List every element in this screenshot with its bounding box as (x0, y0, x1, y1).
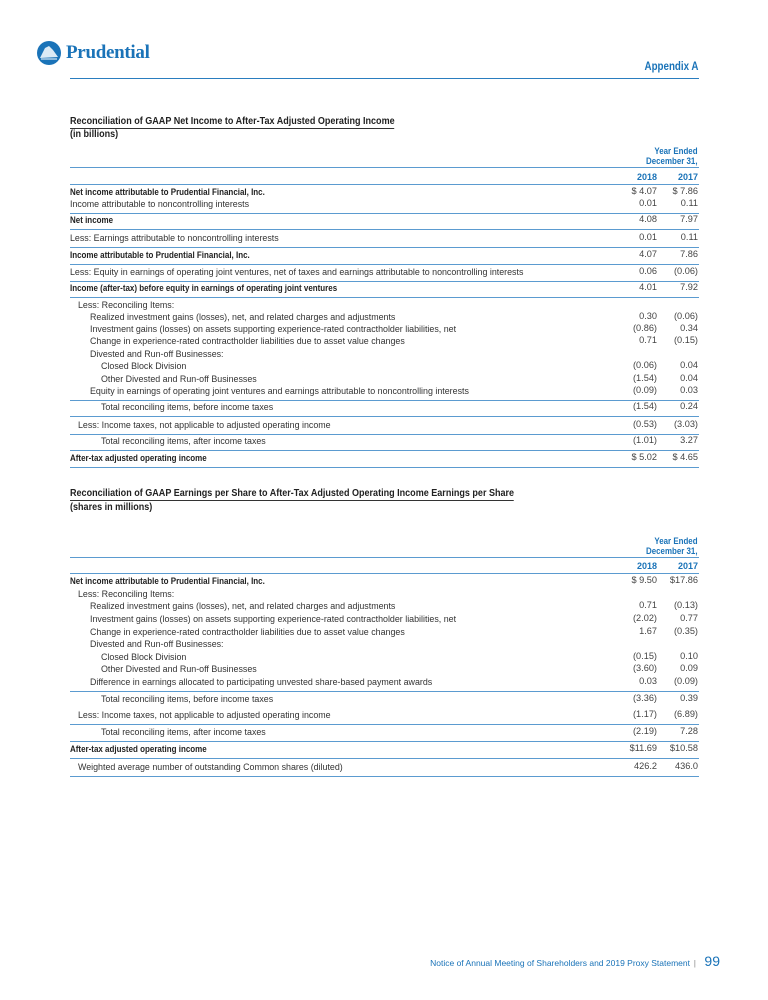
value-2017: (0.15) (673, 335, 698, 345)
december-label: December 31, (646, 156, 698, 166)
december-label: December 31, (646, 546, 698, 556)
value-2018: (0.09) (632, 385, 657, 395)
value-2018: (1.54) (632, 401, 657, 411)
row-label: Net income attributable to Prudential Financial, Inc. (70, 187, 265, 197)
row-label: Net income attributable to Prudential Financial, Inc. (70, 576, 265, 586)
footer-separator: | (693, 958, 696, 968)
value-2018: (2.19) (632, 726, 657, 736)
value-2018: 0.71 (639, 335, 657, 345)
value-2017: 7.28 (680, 726, 698, 736)
rule (70, 297, 699, 298)
rule (70, 724, 699, 725)
prudential-logo (36, 40, 150, 66)
rule (70, 557, 699, 558)
value-2017: 3.27 (680, 435, 698, 445)
table1-column-header (646, 146, 698, 166)
value-2017: $ 4.65 (672, 452, 698, 462)
rule (70, 741, 699, 742)
rule (70, 400, 699, 401)
value-2017: (0.06) (673, 311, 698, 321)
row-label: Change in experience-rated contractholder liabilities due to asset value changes (90, 627, 405, 637)
value-2018: (1.17) (632, 709, 657, 719)
value-2017: 436.0 (675, 761, 698, 771)
value-2018: 4.01 (639, 282, 657, 292)
value-2018: 0.30 (639, 311, 657, 321)
header-rule (70, 78, 699, 79)
value-2017: (0.06) (673, 266, 698, 276)
value-2017: (0.35) (673, 626, 698, 636)
row-label: Less: Earnings attributable to noncontrolling interests (70, 233, 279, 243)
value-2018: 0.71 (639, 600, 657, 610)
year-2017-header: 2017 (677, 172, 698, 182)
year-2018-header: 2018 (636, 172, 657, 182)
rule (70, 467, 699, 468)
value-2017: 0.24 (680, 401, 698, 411)
value-2018: 0.01 (639, 232, 657, 242)
rule (70, 573, 699, 574)
value-2018: $11.69 (629, 743, 657, 753)
value-2017: (0.13) (673, 600, 698, 610)
row-label: Income (after-tax) before equity in earnings of operating joint ventures (70, 283, 338, 293)
value-2018: $ 4.07 (631, 186, 657, 196)
rule (70, 229, 699, 230)
rule (70, 434, 699, 435)
value-2018: $ 9.50 (631, 575, 657, 585)
value-2018: (2.02) (632, 613, 657, 623)
row-label: Weighted average number of outstanding Common shares (diluted) (78, 762, 343, 772)
value-2018: (0.15) (632, 651, 657, 661)
row-label: Total reconciling items, after income taxes (101, 727, 266, 737)
row-label: Less: Income taxes, not applicable to adjusted operating income (78, 420, 331, 430)
value-2018: (0.86) (632, 323, 657, 333)
row-label: Realized investment gains (losses), net, and related charges and adjustments (90, 601, 396, 611)
table2-title: Reconciliation of GAAP Earnings per Share to After-Tax Adjusted Operating Income Earnings per Share (70, 487, 515, 499)
value-2017: $17.86 (669, 575, 698, 585)
value-2018: 426.2 (634, 761, 657, 771)
row-label: Income attributable to Prudential Financial, Inc. (70, 250, 250, 260)
value-2017: (0.09) (673, 676, 698, 686)
row-label: Investment gains (losses) on assets supporting experience-rated contractholder liabilities, net (90, 614, 457, 624)
value-2017: (3.03) (673, 419, 698, 429)
table2-column-header (646, 536, 698, 556)
rule (70, 450, 699, 451)
value-2018: (0.53) (632, 419, 657, 429)
table1-subtitle: (in billions) (70, 128, 119, 140)
row-label: Other Divested and Run-off Businesses (101, 374, 257, 384)
value-2018: 0.01 (639, 198, 657, 208)
rule (70, 416, 699, 417)
value-2017: 0.04 (680, 360, 698, 370)
value-2017: 0.09 (680, 663, 698, 673)
section-label: Appendix A (644, 61, 698, 73)
value-2017: 0.04 (680, 373, 698, 383)
brand-name: Prudential (66, 42, 150, 63)
value-2017: 0.39 (680, 693, 698, 703)
rule (70, 281, 699, 282)
rule (70, 758, 699, 759)
value-2017: 7.92 (680, 282, 698, 292)
rule (70, 167, 699, 168)
rule (70, 247, 699, 248)
row-label: After-tax adjusted operating income (70, 744, 207, 754)
rule (70, 776, 699, 777)
row-label: Less: Income taxes, not applicable to adjusted operating income (78, 710, 331, 720)
row-label: Total reconciling items, before income taxes (101, 694, 274, 704)
rule (70, 184, 699, 185)
table1-title: Reconciliation of GAAP Net Income to After-Tax Adjusted Operating Income (70, 115, 395, 127)
rule (70, 691, 699, 692)
row-label: Equity in earnings of operating joint ventures and earnings attributable to noncontrolling interests (90, 386, 469, 396)
value-2017: 0.11 (680, 198, 698, 208)
value-2018: (1.54) (632, 373, 657, 383)
value-2017: (6.89) (673, 709, 698, 719)
page-number: 99 (704, 953, 720, 969)
year-2018-header: 2018 (636, 561, 657, 571)
row-label: Investment gains (losses) on assets supporting experience-rated contractholder liabilities, net (90, 324, 457, 334)
row-label: Less: Reconciling Items: (78, 300, 175, 310)
row-label: Total reconciling items, after income taxes (101, 436, 266, 446)
rule (70, 213, 699, 214)
row-label: Change in experience-rated contractholder liabilities due to asset value changes (90, 336, 405, 346)
row-label: Divested and Run-off Businesses: (90, 639, 224, 649)
table2-subtitle: (shares in millions) (70, 501, 153, 513)
row-label: Closed Block Division (101, 652, 187, 662)
row-label: Total reconciling items, before income taxes (101, 402, 274, 412)
row-label: Other Divested and Run-off Businesses (101, 664, 257, 674)
value-2018: $ 5.02 (631, 452, 657, 462)
value-2018: (1.01) (632, 435, 657, 445)
row-label: Net income (70, 215, 114, 225)
row-label: Realized investment gains (losses), net, and related charges and adjustments (90, 312, 396, 322)
value-2017: 0.77 (680, 613, 698, 623)
value-2018: (3.60) (632, 663, 657, 673)
year-ended-label: Year Ended (654, 536, 698, 546)
value-2017: $10.58 (669, 743, 698, 753)
value-2018: (0.06) (632, 360, 657, 370)
year-ended-label: Year Ended (654, 146, 698, 156)
value-2018: 0.06 (639, 266, 657, 276)
value-2017: 0.10 (680, 651, 698, 661)
rock-of-gibraltar-icon (36, 40, 62, 66)
value-2018: 0.03 (639, 676, 657, 686)
footer-text: Notice of Annual Meeting of Shareholders and 2019 Proxy Statement (430, 958, 690, 968)
value-2018: 4.08 (639, 214, 657, 224)
value-2018: 1.67 (639, 626, 657, 636)
value-2017: 0.11 (680, 232, 698, 242)
value-2017: 0.03 (680, 385, 698, 395)
value-2017: 0.34 (680, 323, 698, 333)
year-2017-header: 2017 (677, 561, 698, 571)
row-label: Less: Reconciling Items: (78, 589, 175, 599)
row-label: Difference in earnings allocated to participating unvested share-based payment awards (90, 677, 433, 687)
row-label: After-tax adjusted operating income (70, 453, 207, 463)
row-label: Closed Block Division (101, 361, 187, 371)
value-2017: 7.97 (680, 214, 698, 224)
value-2017: 7.86 (680, 249, 698, 259)
value-2018: (3.36) (632, 693, 657, 703)
row-label: Less: Equity in earnings of operating joint ventures, net of taxes and earnings attributable to noncontrolling interests (70, 267, 524, 277)
value-2018: 4.07 (639, 249, 657, 259)
value-2017: $ 7.86 (672, 186, 698, 196)
row-label: Income attributable to noncontrolling interests (70, 199, 250, 209)
rule (70, 264, 699, 265)
row-label: Divested and Run-off Businesses: (90, 349, 224, 359)
